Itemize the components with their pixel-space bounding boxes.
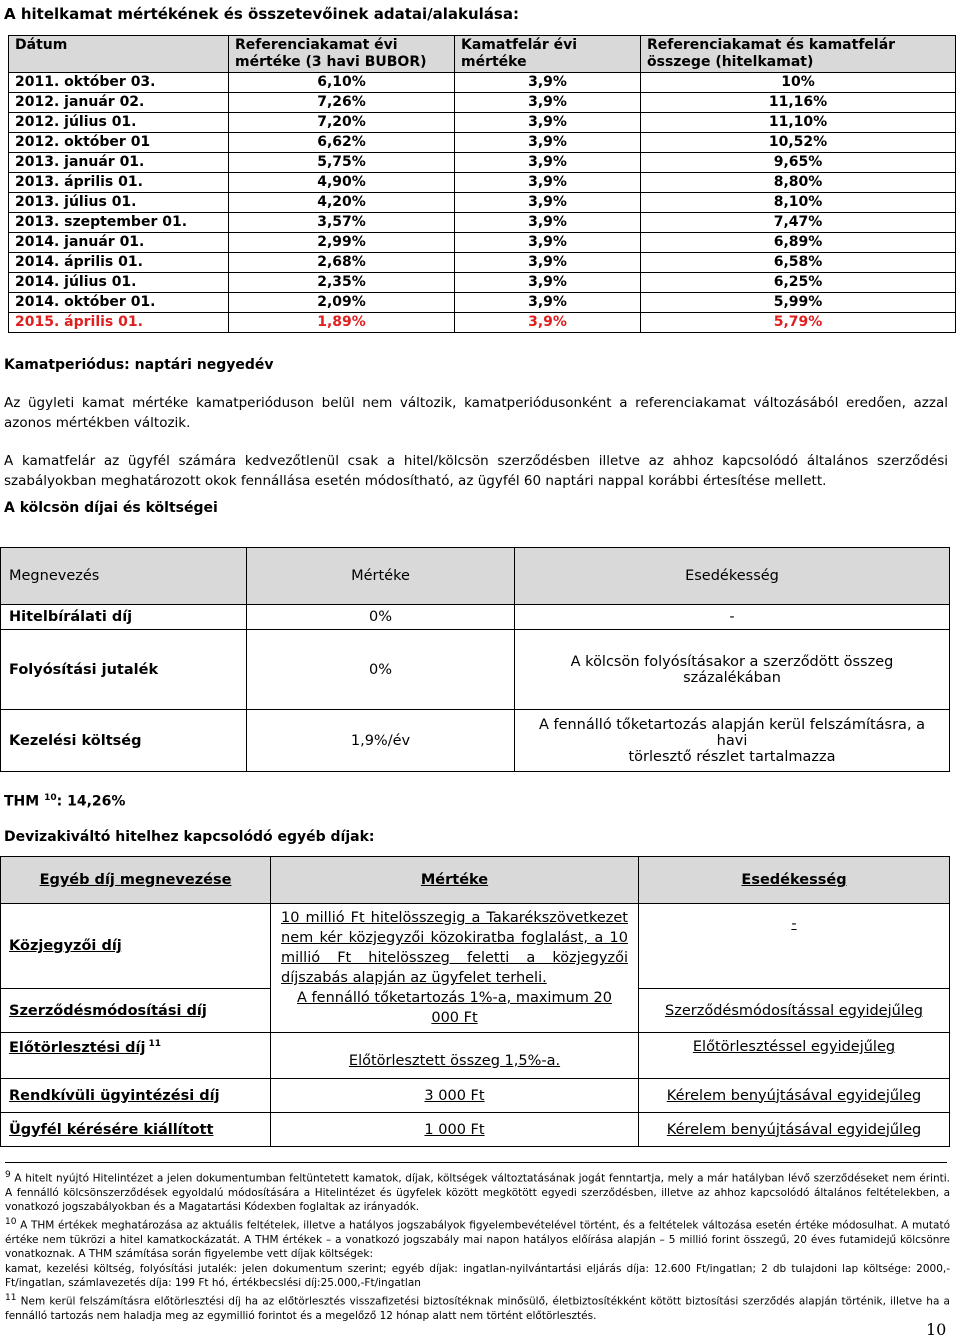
extra-fee-name: Rendkívüli ügyintézési díj	[1, 1079, 271, 1113]
rate-ref: 4,20%	[229, 193, 455, 213]
other-fees-header	[1, 857, 950, 904]
prepayment-fee-due: Előtörlesztéssel egyidejűleg	[639, 1033, 950, 1079]
rate-date: 2012. október 01	[9, 133, 229, 153]
other-fees-header-due: Esedékesség	[639, 857, 950, 904]
rate-ref: 7,26%	[229, 93, 455, 113]
footnote-separator	[5, 1162, 947, 1163]
table-row	[9, 213, 956, 233]
rate-date: 2013. január 01.	[9, 153, 229, 173]
rate-sum: 11,16%	[641, 93, 956, 113]
rate-table	[8, 35, 956, 333]
rate-date: 2015. április 01.	[9, 313, 229, 333]
rate-ref: 1,89%	[229, 313, 455, 333]
fees-header-rate: Mértéke	[247, 548, 515, 605]
table-row	[1, 1079, 950, 1113]
notary-fee-name: Közjegyzői díj	[1, 904, 271, 989]
rate-date: 2013. szeptember 01.	[9, 213, 229, 233]
col-header-sum: Referenciakamat és kamatfelár összege (hitelkamat)	[641, 36, 956, 73]
rate-sum: 9,65%	[641, 153, 956, 173]
rate-sum: 6,25%	[641, 273, 956, 293]
fee-name: Hitelbírálati díj	[1, 605, 247, 630]
modification-fee-due: Szerződésmódosítással egyidejűleg	[639, 989, 950, 1033]
notary-mod-rate-cell	[271, 904, 639, 1033]
footnote-11: $^{11}$ Nem kerül felszámításra előtörlesztési díj ha az előtörlesztés visszafizetési biztosítéknak minősülő, életbiztosítékként kötött biztosítási szerződés alapján történik, illetve ha a fennálló tartozás nem haladja meg az egymillió forintot és a megelőző 12 hónap alatt nem történt előtörlesztés.	[5, 1293, 950, 1322]
rate-date: 2014. július 01.	[9, 273, 229, 293]
rate-date: 2014. október 01.	[9, 293, 229, 313]
client-fee-rate: 1 000 Ft	[271, 1113, 639, 1147]
rate-sum: 6,58%	[641, 253, 956, 273]
col-header-ref: Referenciakamat évi mértéke (3 havi BUBOR)	[229, 36, 455, 73]
table-row	[9, 273, 956, 293]
table-row	[9, 313, 956, 333]
modification-fee-rate: A fennálló tőketartozás 1%-a, maximum 20 000 Ft	[297, 990, 612, 1026]
table-row	[1, 710, 950, 772]
rate-margin: 3,9%	[455, 173, 641, 193]
fee-rate: 0%	[247, 605, 515, 630]
page-number: 10	[926, 1320, 947, 1339]
rate-ref: 2,09%	[229, 293, 455, 313]
paragraph-margin-change: A kamatfelár az ügyfél számára kedvezőtlenül csak a hitel/kölcsön szerződésben illetve az ahhoz kapcsolódó általános szerződési szabályokban meghatározott okok fennállása esetén módosítható, az ügyfél 60 naptári nappal korábbi értesítése mellett.	[4, 453, 948, 489]
rate-date: 2012. január 02.	[9, 93, 229, 113]
table-row	[9, 133, 956, 153]
rate-sum: 8,80%	[641, 173, 956, 193]
other-fees-table	[0, 856, 950, 1147]
notary-fee-due: -	[639, 904, 950, 989]
rate-ref: 6,10%	[229, 73, 455, 93]
rate-ref: 2,35%	[229, 273, 455, 293]
rate-margin: 3,9%	[455, 153, 641, 173]
thm: THM $^{10}$: 14,26%	[4, 793, 126, 810]
fees-header-due: Esedékesség	[515, 548, 950, 605]
rate-sum: 8,10%	[641, 193, 956, 213]
table-row	[9, 173, 956, 193]
footnote-9: $^9$ A hitelt nyújtó Hitelintézet a jelen dokumentumban feltüntetett kamatok, díjak, költségek változtatásának jogát fenntartja, mely a már hatályban lévő szerződéseket nem érinti. A fennálló kölcsönszerződések egyoldalú módosítására a Hitelintézet és ügyfelek között megkötött egyedi szerződésben, illetve az ahhoz kapcsolódó általános feltételekben, a vonatkozó jogszabályokban és a Magatartási Kódexben foglaltak az irányadók.	[5, 1170, 950, 1213]
extra-fee-due: Kérelem benyújtásával egyidejűleg	[639, 1079, 950, 1113]
rate-margin: 3,9%	[455, 273, 641, 293]
table-row	[9, 93, 956, 113]
col-header-date: Dátum	[9, 36, 229, 73]
fee-due: -	[515, 605, 950, 630]
rate-date: 2013. április 01.	[9, 173, 229, 193]
rate-date: 2014. április 01.	[9, 253, 229, 273]
fee-due: A fennálló tőketartozás alapján kerül felszámításra, a havi törlesztő részlet tartalmazza	[515, 710, 950, 772]
rate-ref: 2,68%	[229, 253, 455, 273]
rate-date: 2013. július 01.	[9, 193, 229, 213]
fee-rate: 0%	[247, 630, 515, 710]
prepayment-fee-name: Előtörlesztési díj $^{11}$	[1, 1033, 271, 1079]
table-row	[9, 233, 956, 253]
client-fee-name: Ügyfél kérésére kiállított	[1, 1113, 271, 1147]
page-title: A hitelkamat mértékének és összetevőinek adatai/alakulása:	[4, 5, 519, 23]
rate-sum: 11,10%	[641, 113, 956, 133]
fee-name: Kezelési költség	[1, 710, 247, 772]
notary-fee-rate: 10 millió Ft hitelösszegig a Takarékszövetkezet nem kér közjegyzői közokiratba foglalást, a 10 millió Ft hitelösszeg feletti a közjegyzői díjszabás alapján az ügyfelet terheli.	[281, 910, 628, 986]
rate-ref: 4,90%	[229, 173, 455, 193]
footnote-10-costs: kamat, kezelési költség, folyósítási jutalék: jelen dokumentum szerint; egyéb díjak: ingatlan-nyilvántartási eljárás díja: 12.600 Ft/ingatlan; 2 db tulajdoni lap költsége: 2000,-Ft/ingatlan, számlavezetés díja: 199 Ft hó, értékbecslési díj:25.000,-Ft/ingatlan	[5, 1263, 950, 1290]
client-fee-due: Kérelem benyújtásával egyidejűleg	[639, 1113, 950, 1147]
table-row	[1, 1113, 950, 1147]
table-row	[1, 630, 950, 710]
rate-table-header	[9, 36, 956, 73]
other-fees-header-name: Egyéb díj megnevezése	[1, 857, 271, 904]
fee-rate: 1,9%/év	[247, 710, 515, 772]
table-row	[1, 904, 950, 989]
rate-margin: 3,9%	[455, 313, 641, 333]
table-row	[9, 153, 956, 173]
fee-due: A kölcsön folyósításakor a szerződött összeg százalékában	[515, 630, 950, 710]
footnote-10: $^{10}$ A THM értékek meghatározása az aktuális feltételek, illetve a hatályos jogszabályok figyelembevételével történt, és a feltételek változása esetén értéke módosulhat. A mutató értéke nem tükrözi a hitel kamatkockázatát. A THM értékek – a vonatkozó jogszabály mai napon hatályos előírása alapján – 5 millió forint összegű, 20 éves futamidejű kölcsönre vonatkoznak. A THM számítása során figyelembe vett díjak költségek:	[5, 1217, 950, 1260]
table-row	[9, 293, 956, 313]
rate-ref: 5,75%	[229, 153, 455, 173]
rate-ref: 2,99%	[229, 233, 455, 253]
rate-sum: 5,79%	[641, 313, 956, 333]
rate-sum: 7,47%	[641, 213, 956, 233]
rate-date: 2012. július 01.	[9, 113, 229, 133]
rate-margin: 3,9%	[455, 233, 641, 253]
rate-sum: 10,52%	[641, 133, 956, 153]
fees-header-name: Megnevezés	[1, 548, 247, 605]
fees-heading: A kölcsön díjai és költségei	[4, 500, 218, 516]
table-row	[9, 253, 956, 273]
interest-period: Kamatperiódus: naptári negyedév	[4, 357, 274, 373]
rate-date: 2014. január 01.	[9, 233, 229, 253]
rate-sum: 10%	[641, 73, 956, 93]
prepayment-fee-rate: Előtörlesztett összeg 1,5%-a.	[271, 1033, 639, 1079]
dev-heading: Devizakiváltó hitelhez kapcsolódó egyéb díjak:	[4, 829, 375, 845]
rate-sum: 5,99%	[641, 293, 956, 313]
paragraph-rate-change: Az ügyleti kamat mértéke kamatperióduson belül nem változik, kamatperiódusonként a referenciakamat változásából eredően, azzal azonos mértékben változik.	[4, 395, 948, 431]
fees-table-header	[1, 548, 950, 605]
rate-sum: 6,89%	[641, 233, 956, 253]
rate-margin: 3,9%	[455, 293, 641, 313]
rate-margin: 3,9%	[455, 213, 641, 233]
rate-margin: 3,9%	[455, 73, 641, 93]
table-row	[1, 605, 950, 630]
rate-date: 2011. október 03.	[9, 73, 229, 93]
col-header-margin: Kamatfelár évi mértéke	[455, 36, 641, 73]
table-row	[9, 113, 956, 133]
table-row	[9, 73, 956, 93]
modification-fee-name: Szerződésmódosítási díj	[1, 989, 271, 1033]
rate-margin: 3,9%	[455, 253, 641, 273]
table-row	[9, 193, 956, 213]
rate-margin: 3,9%	[455, 113, 641, 133]
rate-ref: 6,62%	[229, 133, 455, 153]
fees-table	[0, 547, 950, 772]
table-row	[1, 1033, 950, 1079]
fee-name: Folyósítási jutalék	[1, 630, 247, 710]
extra-fee-rate: 3 000 Ft	[271, 1079, 639, 1113]
rate-margin: 3,9%	[455, 133, 641, 153]
rate-margin: 3,9%	[455, 93, 641, 113]
rate-ref: 3,57%	[229, 213, 455, 233]
rate-margin: 3,9%	[455, 193, 641, 213]
rate-ref: 7,20%	[229, 113, 455, 133]
other-fees-header-rate: Mértéke	[271, 857, 639, 904]
